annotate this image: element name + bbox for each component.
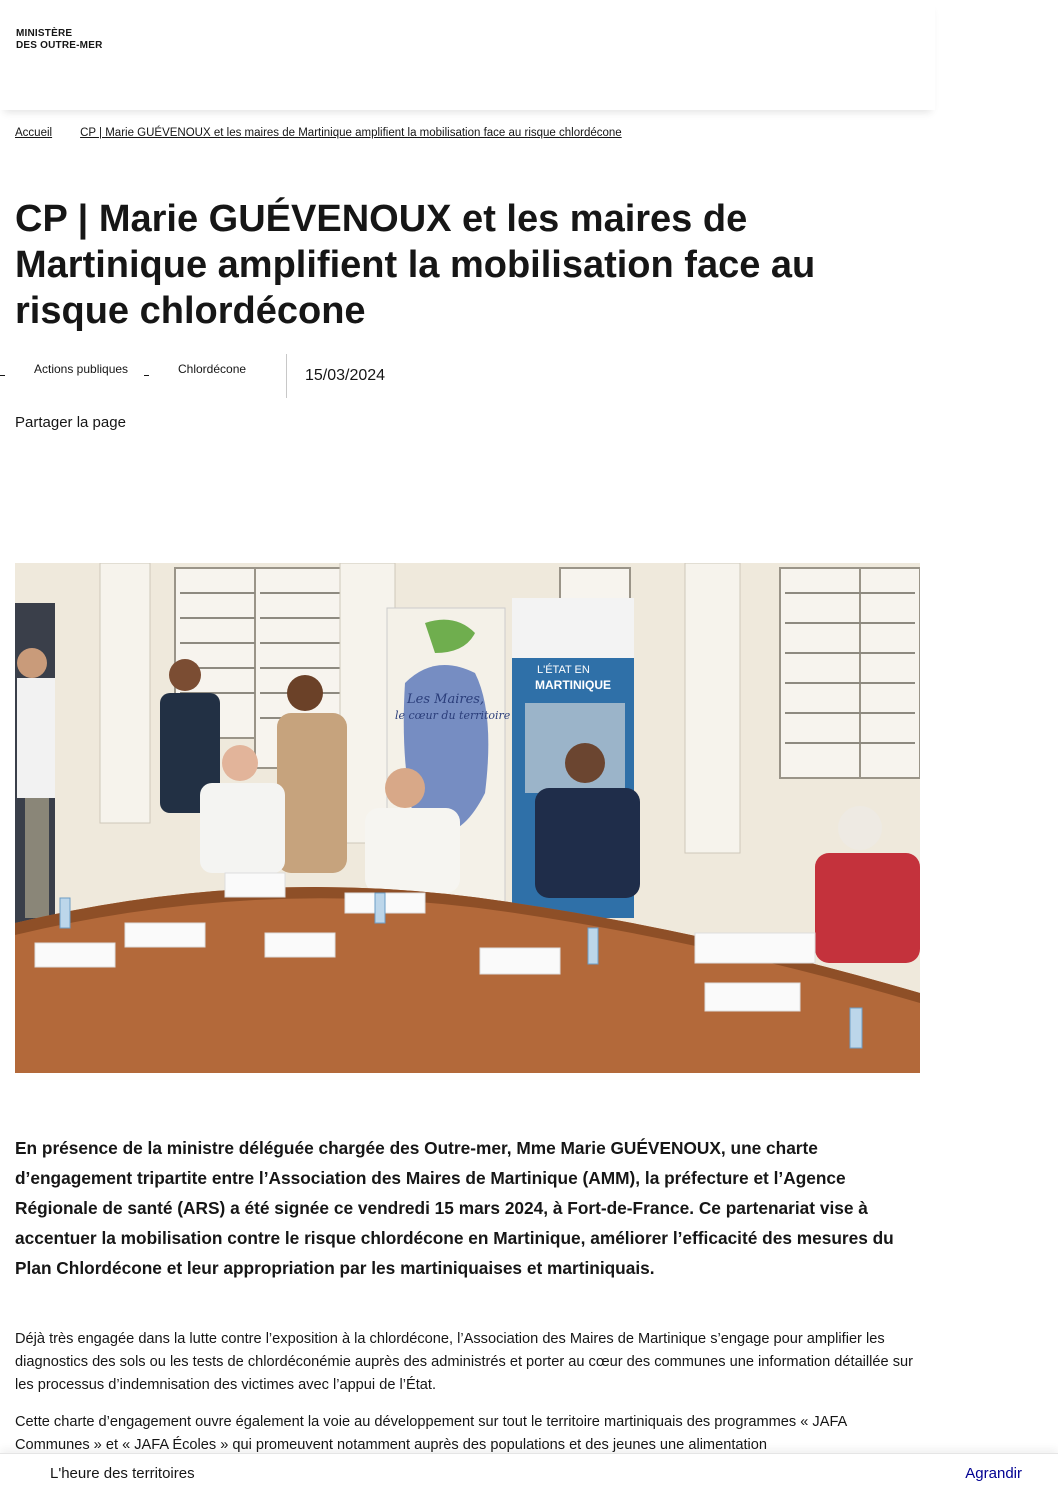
article-meta [0,358,600,398]
breadcrumb-current-link[interactable]: CP | Marie GUÉVENOUX et les maires de Martinique amplifient la mobilisation face au risque chlordécone [80,127,622,139]
breadcrumb [15,127,622,139]
banner-left-line2: le cœur du territoire [395,709,511,722]
publication-date: 15/03/2024 [305,367,386,384]
meta-divider [286,354,287,398]
article-photo [15,563,920,1073]
expand-button[interactable]: Agrandir [965,1465,1022,1482]
site-header [0,0,935,110]
logo-line-2: DES OUTRE-MER [16,40,103,51]
page-title: CP | Marie GUÉVENOUX et les maires de Martinique amplifient la mobilisation face au risque chlordécone [15,198,816,332]
tag-chlordecone[interactable]: Chlordécone [178,362,247,376]
player-title: L'heure des territoires [50,1465,195,1482]
tag-actions-publiques[interactable]: Actions publiques [34,362,129,376]
logo-line-1: MINISTÈRE [16,28,73,39]
banner-right-line1: L'ÉTAT EN [537,664,590,676]
banner-right-line2: MARTINIQUE [535,678,611,692]
tag-separator [144,375,149,376]
audio-player-bar [0,1453,1058,1497]
article-paragraph-1: Déjà très engagée dans la lutte contre l’exposition à la chlordécone, l’Association des Maires de Martinique s’engage pour amplifier les diagnostics des sols ou les tests de chlordéconémie auprès des administrés et porter au cœur des communes une information détaillée sur les processus d’indemnisation des victimes avec l’appui de l’État. [15,1331,913,1393]
article-lead: En présence de la ministre déléguée chargée des Outre-mer, Mme Marie GUÉVENOUX, une charte d’engagement tripartite entre l’Association des Maires de Martinique (AMM), la préfecture et l’Agence Régionale de santé (ARS) a été signée ce vendredi 15 mars 2024, à Fort-de-France. Ce partenariat vise à accentuer la mobilisation contre le risque chlordécone en Martinique, améliorer l’efficacité des mesures du Plan Chlordécone et leur appropriation par les martiniquaises et martiniquais. [15,1138,894,1278]
breadcrumb-home-link[interactable]: Accueil [15,127,53,139]
share-page-label[interactable]: Partager la page [15,414,126,431]
banner-left-line1: Les Maires, [407,692,485,707]
ministry-logo[interactable] [16,28,103,52]
tag-separator [0,375,5,376]
article-paragraph-2: Cette charte d’engagement ouvre également la voie au développement sur tout le territoire martiniquais des programmes « JAFA Communes » et « JAFA Écoles » qui promeuvent notamment auprès des populations et des jeunes une alimentation [15,1414,847,1453]
